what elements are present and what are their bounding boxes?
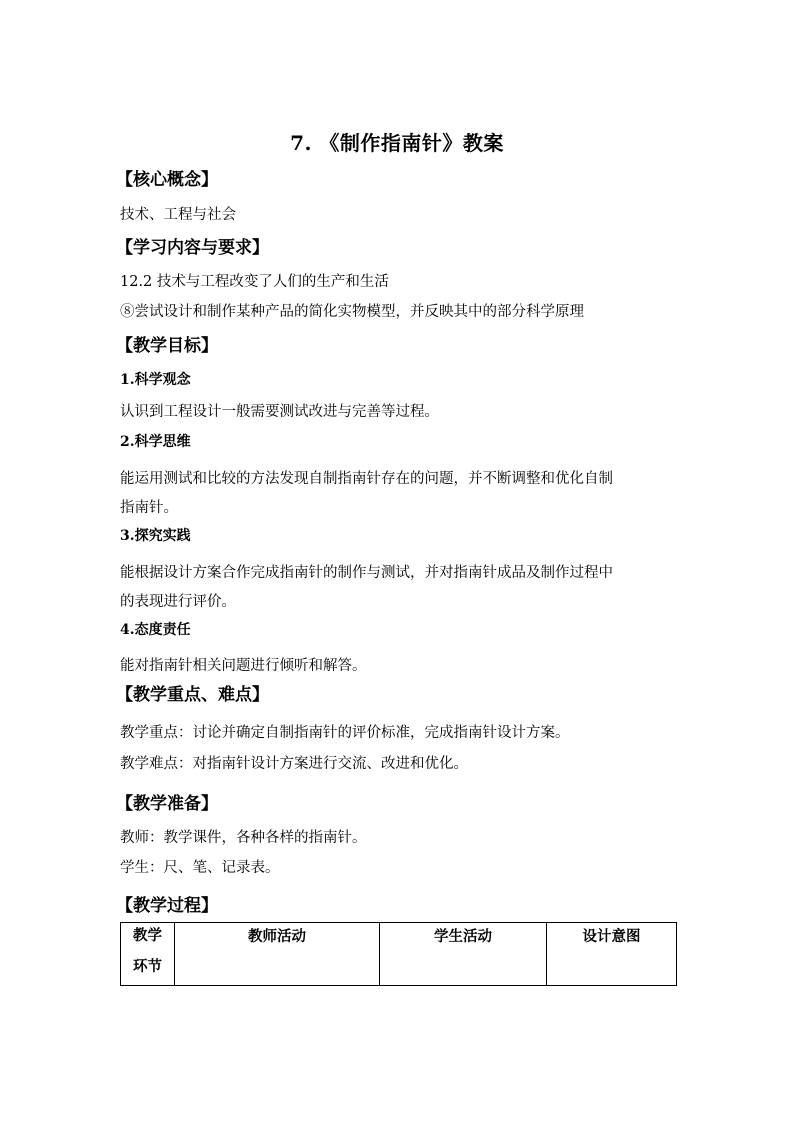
goal-2-text-line-2: 指南针。 [120, 500, 178, 516]
goal-1-title: 1.科学观念 [120, 372, 191, 388]
heading-key-points: 【教学重点、难点】 [116, 685, 269, 705]
core-concept-text: 技术、工程与社会 [120, 207, 236, 223]
goal-3-text-line-2: 的表现进行评价。 [120, 594, 236, 610]
goal-3-text-line-1: 能根据设计方案合作完成指南针的制作与测试，并对指南针成品及制作过程中 [120, 565, 613, 581]
heading-core-concept: 【核心概念】 [116, 170, 218, 190]
document-title: 7. 《制作指南针》教案 [290, 131, 504, 155]
goal-1-text: 认识到工程设计一般需要测试改进与完善等过程。 [120, 404, 439, 420]
goal-2-text-line-1: 能运用测试和比较的方法发现自制指南针存在的问题，并不断调整和优化自制 [120, 471, 613, 487]
teaching-difficulty: 教学难点：对指南针设计方案进行交流、改进和优化。 [120, 756, 468, 772]
goal-3-title: 3.探究实践 [120, 528, 191, 544]
header-stage-line-1: 教学 [133, 927, 162, 944]
header-stage-line-2: 环节 [133, 958, 162, 975]
goal-4-title: 4.态度责任 [120, 622, 191, 638]
process-table [120, 922, 677, 986]
learning-content-line-1: 12.2 技术与工程改变了人们的生产和生活 [120, 274, 389, 290]
goal-2-title: 2.科学思维 [120, 434, 191, 450]
heading-teaching-goals: 【教学目标】 [116, 336, 218, 356]
goal-4-text: 能对指南针相关问题进行倾听和解答。 [120, 658, 367, 674]
header-cell-teacher: 教师活动 [175, 923, 380, 986]
heading-learning-content: 【学习内容与要求】 [116, 238, 269, 258]
teaching-focus: 教学重点：讨论并确定自制指南针的评价标准，完成指南针设计方案。 [120, 725, 570, 741]
table-header-row [121, 923, 677, 986]
preparation-student: 学生：尺、笔、记录表。 [120, 860, 280, 876]
heading-process: 【教学过程】 [116, 896, 218, 916]
learning-content-line-2: ⑧尝试设计和制作某种产品的简化实物模型，并反映其中的部分科学原理 [120, 304, 584, 320]
header-cell-design-intent: 设计意图 [547, 923, 677, 986]
header-cell-stage [121, 923, 175, 986]
heading-preparation: 【教学准备】 [116, 794, 218, 814]
preparation-teacher: 教师：教学课件，各种各样的指南针。 [120, 830, 367, 846]
header-cell-student: 学生活动 [380, 923, 547, 986]
